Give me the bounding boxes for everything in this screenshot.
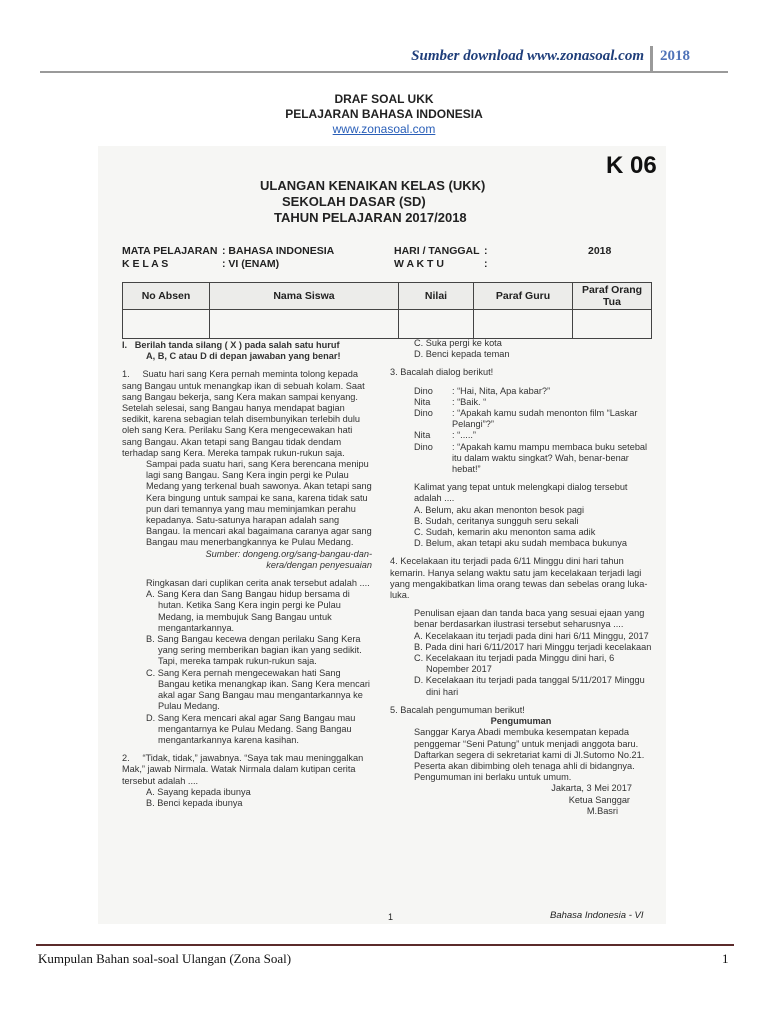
- question-1-source: Sumber: dongeng.org/sang-bangau-dan-: [205, 548, 372, 559]
- exam-info: [122, 245, 642, 271]
- draft-title-block: [0, 92, 768, 137]
- option-1c[interactable]: C. Sang Kera pernah mengecewakan hati Sang Bangau ketika menangkap ikan. Sang Kera mencari akal agar Sang Bangau mau mengantarkannya ke Pulau Medang.: [146, 667, 370, 712]
- question-1: 1. Suatu hari sang Kera pernah meminta tolong kepada sang Bangau untuk menangkap ikan di sebuah kolam. Saat sang Bangau bekerja, sang Kera makan sampai kenyang. Setelah selesai, sang Bangau hanya mendapat bagian sedikit, karena sebagian telah disembunyikan terlebih dulu oleh sang Kera. Perilaku Sang Kera mengecewakan hati sang Bangau. Akan tetapi sang Bangau tidak dendam terhadap sang Kera. Mereka tampak rukun-rukun saja.: [122, 369, 365, 458]
- scan-page-number: 1: [388, 912, 394, 922]
- left-column: I. Berilah tanda silang ( X ) pada salah satu huruf A, B, C atau D di depan jawaban yang benar! 1. Suatu hari sang Kera pernah meminta tolong kepada sang Bangau untuk menangkap ikan di sebuah kolam. Saat sang Bangau bekerja, sang Kera makan sampai kenyang. Setelah selesai, sang Bangau hanya mendapat bagian sedikit, karena sebagian telah disembunyikan terlebih dulu oleh sang Kera. Perilaku Sang Kera mengecewakan hati sang Bangau. Akan tetapi sang Bangau tidak dendam terhadap sang Kera. Mereka tampak rukun-rukun saja. Sampai pada suatu hari, sang Kera berencana menipu lagi sang Bangau. Sang Kera ingin pergi ke Pulau Medang yang terkenal buah sawonya. Akan tetapi sang Kera bingung untuk sampai ke sana, karena tidak satu pun dari temannya yang mau meminjamkan perahu kepadanya. Satu-satunya harapan adalah sang Bangau. Ia mencari akal bagaimana caranya agar sang Bangau mau menerbangkannya ke Pulau Medang. Sumber: dongeng.org/sang-bangau-dan- kera/dengan penyesuaian Ringkasan dari cuplikan cerita anak tersebut adalah .... A. Sang Kera dan Sang Bangau hidup bersama di hutan. Ketika Sang Kera ingin pergi ke Pulau Medang, ia membujuk Sang Bangau untuk mengantarkannya. B. Sang Bangau kecewa dengan perilaku Sang Kera yang sering memberikan bagian ikan yang sedikit. Tapi, mereka tampak rukun-rukun saja. C. Sang Kera pernah mengecewakan hati Sang Bangau ketika menangkap ikan. Sang Kera mencari akal agar Sang Bangau mau mengantarkannya ke Pulau Medang. D. Sang Kera mencari akal agar Sang Bangau mau mengantarnya ke Pulau Medang. Sang Bangau mengantarkannya karena kasihan. 2. “Tidak, tidak,” jawabnya. “Saya tak mau meninggalkan Mak,” jawab Nirmala. Watak Nirmala dalam kutipan cerita tersebut adalah .... A. Sayang kepada ibunya B. Benci kepada ibunya: [122, 340, 372, 808]
- question-4-ask: Penulisan ejaan dan tanda baca yang sesuai ejaan yang benar berdasarkan ilustrasi tersebut seharusnya ....: [414, 608, 645, 630]
- option-2d[interactable]: D. Benci kepada teman: [414, 349, 510, 360]
- th-paraf-orang-tua: Paraf Orang Tua: [573, 283, 652, 310]
- option-3d[interactable]: D. Belum, akan tetapi aku sudah membaca bukunya: [414, 538, 627, 549]
- announcement-date: Jakarta, 3 Mei 2017: [551, 783, 632, 794]
- announcement-body: Sanggar Karya Abadi membuka kesempatan kepada penggemar “Seni Patung” untuk menjadi anggota baru. Daftarkan segera di sekretariat kami di Jl.Sutomo No.21. Peserta akan dibimbing oleh tenaga ahli di bidangnya.: [414, 727, 645, 771]
- subject-value: : BAHASA INDONESIA: [222, 245, 335, 257]
- announcement-heading: Pengumuman: [490, 716, 552, 727]
- question-2: 2. “Tidak, tidak,” jawabnya. “Saya tak mau meninggalkan Mak,” jawab Nirmala. Watak Nirmala dalam kutipan cerita tersebut adalah ....: [122, 753, 364, 786]
- announcement-signer-name: M.Basri: [586, 805, 618, 816]
- exam-code: K 06: [606, 152, 657, 179]
- th-no-absen: No Absen: [123, 283, 210, 310]
- question-3-ask: Kalimat yang tepat untuk melengkapi dialog tersebut adalah ....: [414, 482, 628, 504]
- th-nama-siswa: Nama Siswa: [210, 283, 399, 310]
- option-2c[interactable]: C. Suka pergi ke kota: [414, 338, 502, 348]
- option-1d[interactable]: D. Sang Kera mencari akal agar Sang Bangau mau mengantarnya ke Pulau Medang. Sang Bangau mengantarkannya karena kasihan.: [146, 712, 356, 745]
- question-3-title: 3. Bacalah dialog berikut!: [390, 367, 494, 378]
- class-value: : VI (ENAM): [222, 258, 280, 270]
- right-column: [390, 338, 652, 817]
- draft-title: DRAF SOAL UKK: [334, 92, 434, 106]
- option-1b[interactable]: B. Sang Bangau kecewa dengan perilaku Sang Kera yang sering memberikan bagian ikan yang sedikit. Tapi, mereka tampak rukun-rukun saja.: [146, 634, 362, 667]
- option-1a[interactable]: A. Sang Kera dan Sang Bangau hidup bersama di hutan. Ketika Sang Kera ingin pergi ke Pulau Medang, ia membujuk Sang Bangau untuk mengantarkannya.: [146, 589, 350, 633]
- dialog-line: Dino : “Apakah kamu sudah menonton film “Laskar Pelangi”?”: [414, 408, 638, 430]
- footer-text: Kumpulan Bahan soal-soal Ulangan (Zona Soal): [38, 951, 292, 966]
- header-rule: [40, 71, 728, 73]
- header-separator: [650, 46, 653, 72]
- th-nilai: Nilai: [399, 283, 474, 310]
- cell-paraf-guru[interactable]: [474, 310, 573, 339]
- question-5-title: 5. Bacalah pengumuman berikut!: [390, 704, 525, 715]
- announcement-close: Pengumuman ini berlaku untuk umum.: [414, 772, 572, 783]
- option-4d[interactable]: D. Kecelakaan itu terjadi pada tanggal 5/11/2017 Minggu dini hari: [414, 675, 645, 697]
- day-label: HARI / TANGGAL: [394, 245, 480, 257]
- scanned-exam-page: [98, 146, 666, 924]
- subject-label: MATA PELAJARAN: [122, 245, 218, 257]
- day-value: :: [484, 245, 488, 257]
- exam-title: ULANGAN KENAIKAN KELAS (UKK) SEKOLAH DASAR (SD) TAHUN PELAJARAN 2017/2018: [260, 178, 486, 225]
- time-value: :: [484, 258, 488, 270]
- student-identity-table: [122, 282, 652, 339]
- section-instruction: I. Berilah tanda silang ( X ) pada salah satu huruf: [122, 340, 340, 350]
- question-1-ask: Ringkasan dari cuplikan cerita anak tersebut adalah ....: [146, 578, 370, 589]
- footer-rule: [36, 944, 734, 946]
- cell-nama-siswa[interactable]: [210, 310, 399, 339]
- question-1-paragraph-2: Sampai pada suatu hari, sang Kera berencana menipu lagi sang Bangau. Sang Kera ingin pergi ke Pulau Medang yang terkenal buah sawonya. Akan tetapi sang Kera bingung untuk sampai ke sana, karena tidak satu pun dari temannya yang mau meminjamkan perahu kepadanya. Satu-satunya harapan adalah sang Bangau. Ia mencari akal bagaimana caranya agar sang Bangau mau menerbangkannya ke Pulau Medang.: [146, 459, 372, 548]
- day-year: 2018: [588, 245, 612, 257]
- draft-link[interactable]: www.zonasoal.com: [332, 122, 436, 136]
- dialog-line: Dino : “Apakah kamu mampu membaca buku setebal itu dalam waktu singkat? Wah, benar-benar hebat!”: [414, 441, 648, 475]
- scan-subject-label: Bahasa Indonesia - VI: [550, 910, 644, 921]
- option-3b[interactable]: B. Sudah, ceritanya sungguh seru sekali: [414, 515, 579, 526]
- dialog-line: Nita : “Baik. “: [414, 396, 487, 407]
- dialog: [390, 386, 652, 476]
- page-header: [0, 46, 768, 74]
- option-3c[interactable]: C. Sudah, kemarin aku menonton sama adik: [414, 527, 596, 538]
- option-3a[interactable]: A. Belum, aku akan menonton besok pagi: [414, 504, 585, 515]
- class-label: K E L A S: [122, 258, 169, 270]
- question-4: 4. Kecelakaan itu terjadi pada 6/11 Minggu dini hari tahun kemarin. Hanya selang waktu satu jam kecelakaan terjadi lagi yang mengakibatkan lima orang tewas dan sebelas orang luka-luka.: [390, 556, 648, 601]
- header-year: 2018: [660, 48, 690, 64]
- cell-no-absen[interactable]: [123, 310, 210, 339]
- option-4a[interactable]: A. Kecelakaan itu terjadi pada dini hari 6/11 Minggu, 2017: [414, 630, 649, 641]
- time-label: W A K T U: [394, 258, 444, 270]
- header-source[interactable]: Sumber download www.zonasoal.com: [411, 48, 644, 64]
- option-2a[interactable]: A. Sayang kepada ibunya: [146, 786, 251, 797]
- dialog-line: Dino : “Hai, Nita, Apa kabar?”: [414, 385, 551, 396]
- option-4b[interactable]: B. Pada dini hari 6/11/2017 hari Minggu terjadi kecelakaan: [414, 641, 652, 652]
- cell-nilai[interactable]: [399, 310, 474, 339]
- announcement-signer-title: Ketua Sanggar: [568, 794, 630, 805]
- option-4c[interactable]: C. Kecelakaan itu terjadi pada Minggu dini hari, 6 Nopember 2017: [414, 653, 615, 675]
- option-2b[interactable]: B. Benci kepada ibunya: [146, 797, 243, 808]
- th-paraf-guru: Paraf Guru: [474, 283, 573, 310]
- draft-subject: PELAJARAN BAHASA INDONESIA: [285, 107, 483, 121]
- footer-page-number: 1: [722, 951, 729, 966]
- cell-paraf-orang-tua[interactable]: [573, 310, 652, 339]
- dialog-line: Nita : “.....”: [414, 430, 476, 441]
